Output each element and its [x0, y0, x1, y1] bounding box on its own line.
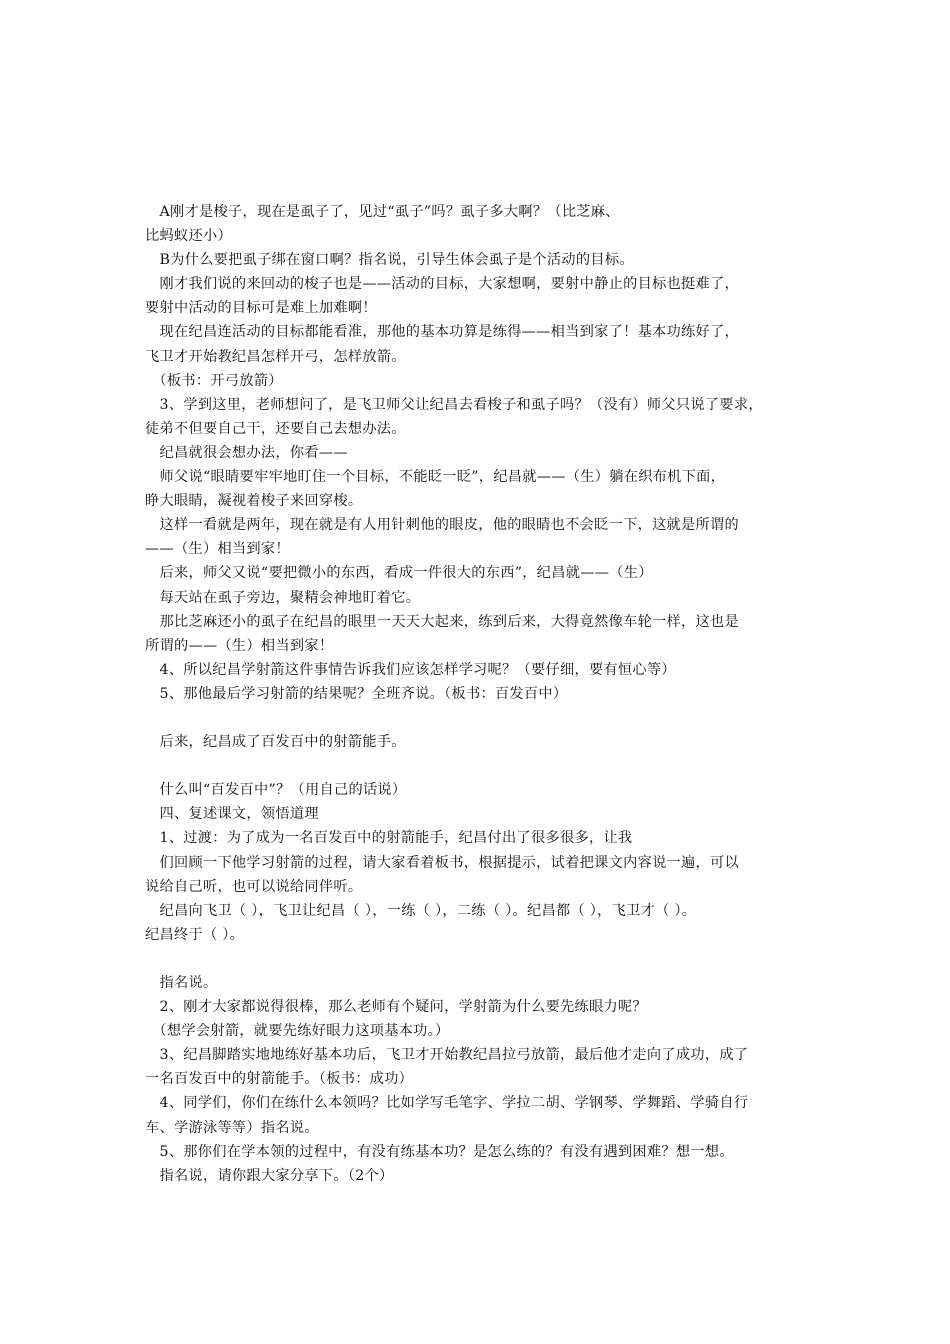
text-line: 后来，纪昌成了百发百中的射箭能手。 — [145, 734, 406, 751]
text-line: 一名百发百中的射箭能手。（板书：成功） — [145, 1071, 414, 1088]
text-line: A刚才是梭子，现在是虱子了，见过“虱子”吗？虱子多大啊？（比芝麻、 — [145, 204, 620, 220]
text-line: 所谓的——（生）相当到家！ — [145, 637, 334, 654]
text-line: 指名说。 — [145, 975, 218, 991]
text-line: 要射中活动的目标可是难上加难啊！ — [145, 300, 377, 317]
text-line: 5、那他最后学习射箭的结果呢？全班齐说。（板书：百发百中） — [145, 685, 568, 702]
text-line: 纪昌向飞卫（ ），飞卫让纪昌（ ），一练（ ），二练（ ）。纪昌都（ ），飞卫才（ ）。 — [145, 902, 697, 919]
text-line: 徒弟不但要自己干，还要自己去想办法。 — [145, 420, 406, 437]
text-line: 说给自己听，也可以说给同伴听。 — [145, 878, 363, 895]
text-line: 这样一看就是两年，现在就是有人用针刺他的眼皮，他的眼睛也不会眨一下，这就是所谓的 — [145, 517, 739, 534]
text-line: 车、学游泳等等）指名说。 — [145, 1119, 319, 1136]
text-line: 指名说，请你跟大家分享下。（2个） — [145, 1167, 394, 1184]
blank-line — [145, 947, 817, 971]
text-line: 们回顾一下他学习射箭的过程，请大家看着板书，根据提示，试着把课文内容说一遍，可以 — [145, 854, 739, 871]
text-line: 5、那你们在学本领的过程中，有没有练基本功？是怎么练的？有没有遇到困难？想一想。 — [145, 1143, 734, 1160]
text-line: 那比芝麻还小的虱子在纪昌的眼里一天天大起来，练到后来，大得竟然像车轮一样，这也是 — [145, 613, 739, 630]
text-line: 3、学到这里，老师想问了，是飞卫师父让纪昌去看梭子和虱子吗？（没有）师父只说了要求， — [145, 396, 763, 413]
blank-line — [145, 754, 817, 778]
text-line: 什么叫“百发百中”？（用自己的话说） — [145, 782, 407, 799]
blank-line — [145, 706, 817, 730]
document-body — [145, 200, 817, 1188]
text-line: 现在纪昌连活动的目标都能看准，那他的基本功算是练得——相当到家了！基本功练好了， — [145, 324, 739, 341]
text-line: 4、所以纪昌学射箭这件事情告诉我们应该怎样学习呢？（要仔细，要有恒心等） — [145, 661, 676, 678]
text-line: 四、复述课文，领悟道理 — [145, 806, 319, 823]
text-line: 1、过渡：为了成为一名百发百中的射箭能手，纪昌付出了很多很多，让我 — [145, 830, 633, 847]
text-line: 3、纪昌脚踏实地地练好基本功后，飞卫才开始教纪昌拉弓放箭，最后他才走向了成功，成了 — [145, 1047, 749, 1064]
text-line: 每天站在虱子旁边，聚精会神地盯着它。 — [145, 589, 421, 606]
text-line: 4、同学们，你们在练什么本领吗？比如学写毛笔字、学拉二胡、学钢琴、学舞蹈、学骑自行 — [145, 1095, 749, 1112]
text-line: 2、刚才大家都说得很棒，那么老师有个疑问，学射箭为什么要先练眼力呢？ — [145, 999, 647, 1016]
text-line: 比蚂蚁还小） — [145, 228, 232, 245]
text-line: ——（生）相当到家！ — [145, 541, 290, 558]
text-line: 纪昌终于（ ）。 — [145, 926, 245, 943]
text-line: （板书：开弓放箭） — [145, 372, 283, 389]
text-line: B为什么要把虱子绑在窗口啊？指名说，引导生体会虱子是个活动的目标。 — [145, 252, 634, 269]
text-line: 刚才我们说的来回动的梭子也是——活动的目标，大家想啊，要射中静止的目标也挺难了， — [145, 276, 739, 293]
text-line: 师父说“眼睛要牢牢地盯住一个目标，不能眨一眨”，纪昌就——（生）躺在织布机下面， — [145, 469, 726, 486]
text-line: 后来，师父又说“要把微小的东西，看成一件很大的东西”，纪昌就——（生） — [145, 565, 653, 582]
text-line: 睁大眼睛，凝视着梭子来回穿梭。 — [145, 493, 363, 510]
text-line: 飞卫才开始教纪昌怎样开弓，怎样放箭。 — [145, 348, 406, 365]
text-line: 纪昌就很会想办法，你看—— — [145, 444, 348, 461]
text-line: （想学会射箭，就要先练好眼力这项基本功。） — [145, 1023, 450, 1040]
